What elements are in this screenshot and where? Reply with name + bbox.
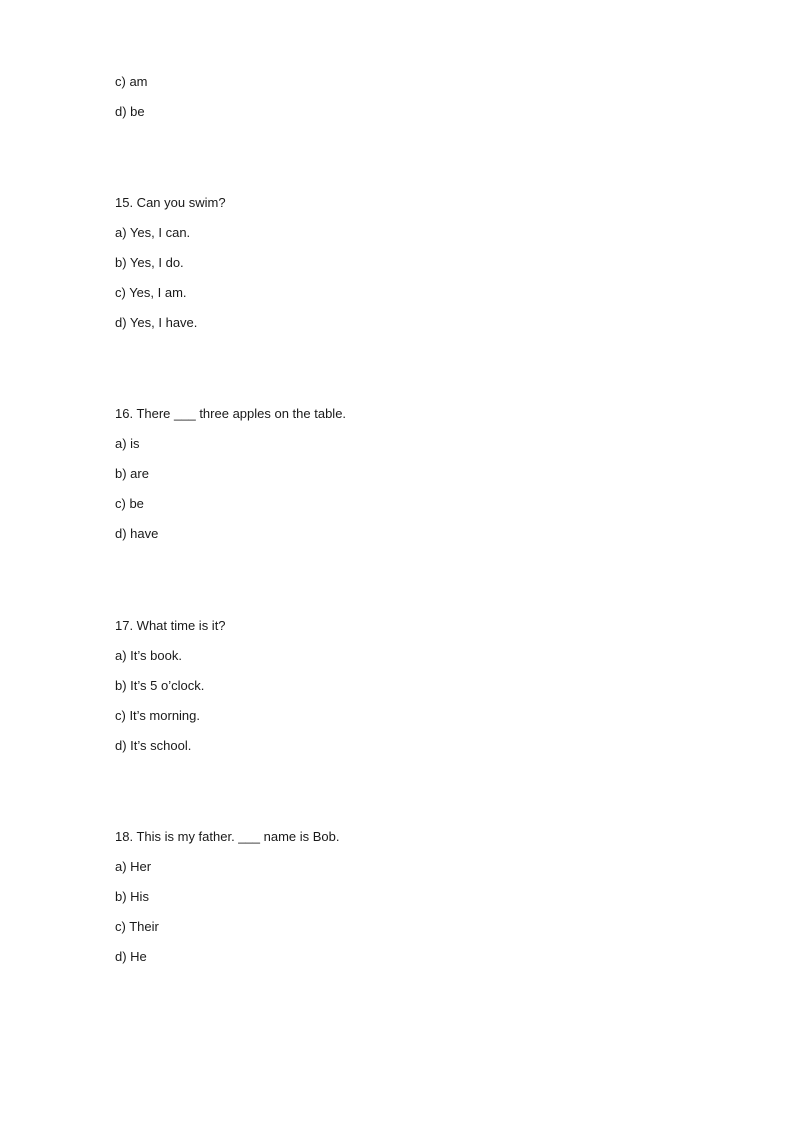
option-text: c) be <box>115 496 144 511</box>
question-text: 17. What time is it? <box>115 618 226 633</box>
option-text: b) are <box>115 466 149 481</box>
option-text: a) It’s book. <box>115 648 182 663</box>
option-text: d) Yes, I have. <box>115 315 198 330</box>
question-text: 15. Can you swim? <box>115 195 226 210</box>
option-text: d) be <box>115 104 145 119</box>
question-text: 18. This is my father. ___ name is Bob. <box>115 829 340 844</box>
option-text: b) His <box>115 889 149 904</box>
option-text: c) Yes, I am. <box>115 285 187 300</box>
option-text: d) have <box>115 526 159 541</box>
option-text: c) It’s morning. <box>115 708 201 723</box>
question-text: 16. There ___ three apples on the table. <box>115 406 347 421</box>
option-text: b) Yes, I do. <box>115 255 184 270</box>
option-text: c) Their <box>115 919 159 934</box>
option-text: a) is <box>115 436 140 451</box>
option-text: a) Yes, I can. <box>115 225 191 240</box>
option-text: b) It’s 5 o’clock. <box>115 678 205 693</box>
option-text: d) He <box>115 949 147 964</box>
option-text: d) It’s school. <box>115 738 192 753</box>
option-text: a) Her <box>115 859 152 874</box>
option-text: c) am <box>115 74 148 89</box>
